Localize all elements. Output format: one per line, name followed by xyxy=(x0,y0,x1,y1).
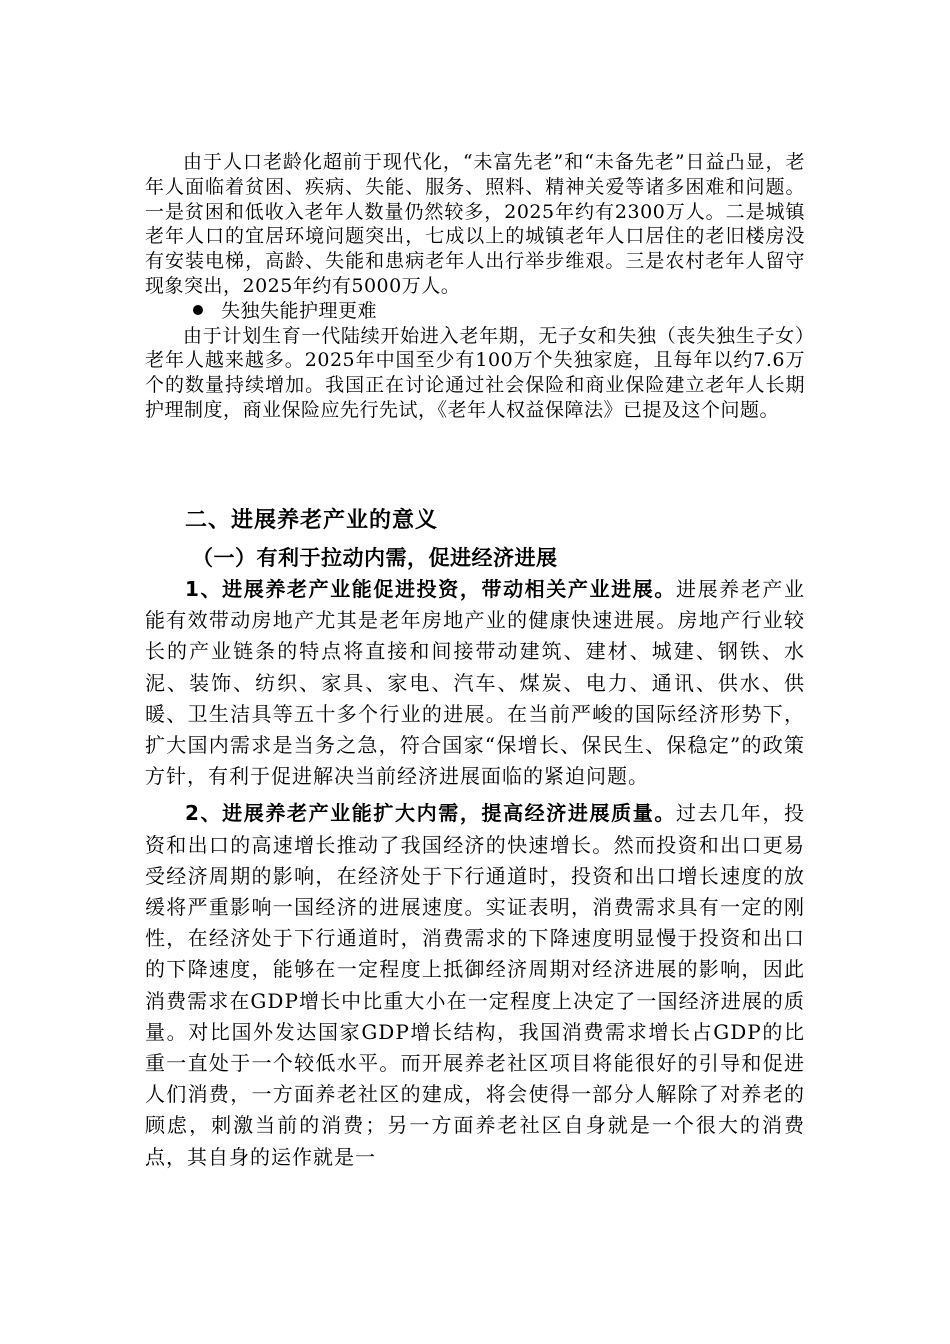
paragraph-lead: 2、进展养老产业能扩大内需，提高经济进展质量。 xyxy=(185,801,676,826)
paragraph-investment xyxy=(145,574,805,792)
section-significance xyxy=(145,574,805,1179)
paragraph-body: 过去几年，投资和出口的高速增长推动了我国经济的快速增长。然而投资和出口更易受经济周期的影响，在经济处于下行通道时，投资和出口增长速度的放缓将严重影响一国经济的进展速度。实证表明，消费需求具有一定的刚性，在经济处于下行通道时，消费需求的下降速度明显慢于投资和出口的下降速度，能够在一定程度上抵御经济周期对经济进展的影响，因此消费需求在GDP增长中比重大小在一定程度上决定了一国经济进展的质量。对比国外发达国家GDP增长结构，我国消费需求增长占GDP的比重一直处于一个较低水平。而开展养老社区项目将能很好的引导和促进人们消费，一方面养老社区的建成，将会使得一部分人解除了对养老的顾虑，刺激当前的消费；另一方面养老社区自身就是一个很大的消费点，其自身的运作就是一 xyxy=(145,801,806,1169)
subsection-heading: （一）有利于拉动内需，促进经济进展 xyxy=(192,546,558,570)
paragraph-poverty: 由于人口老龄化超前于现代化，“未富先老”和“未备先老”日益凸显，老年人面临着贫困、疾病、失能、服务、照料、精神关爱等诸多困难和问题。一是贫困和低收入老年人数量仍然较多，2025年约有2300万人。二是城镇老年人口的宜居环境问题突出，七成以上的城镇老年人口居住的老旧楼房没有安装电梯，高龄、失能和患病老年人出行举步维艰。三是农村老年人留守现象突出，2025年约有5000万人。 xyxy=(145,151,805,297)
section-heading: 二、进展养老产业的意义 xyxy=(185,508,439,533)
section-problems xyxy=(145,150,805,423)
paragraph-body: 进展养老产业能有效带动房地产尤其是老年房地产业的健康快速进展。房地产行业较长的产业链条的特点将直接和间接带动建筑、建材、城建、钢铁、水泥、装饰、纺织、家具、家电、汽车、煤炭、电力、通讯、供水、供暖、卫生洁具等五十多个行业的进展。在当前严峻的国际经济形势下，扩大国内需求是当务之急，符合国家“保增长、保民生、保稳定”的政策方针，有利于促进解决当前经济进展面临的紧迫问题。 xyxy=(145,577,806,789)
bullet-item xyxy=(145,299,805,324)
paragraph-lead: 1、进展养老产业能促进投资，带动相关产业进展。 xyxy=(185,577,676,601)
paragraph-consumption xyxy=(145,798,805,1172)
paragraph-care: 由于计划生育一代陆续开始进入老年期，无子女和失独（丧失独生子女）老年人越来越多。2025年中国至少有100万个失独家庭，且每年以约7.6万个的数量持续增加。我国正在讨论通过社会保险和商业保险建立老年人长期护理制度，商业保险应先行先试，《老年人权益保障法》已提及这个问题。 xyxy=(145,324,805,421)
bullet-text: 失独失能护理更难 xyxy=(221,299,378,322)
bullet-dot-icon xyxy=(193,305,203,315)
